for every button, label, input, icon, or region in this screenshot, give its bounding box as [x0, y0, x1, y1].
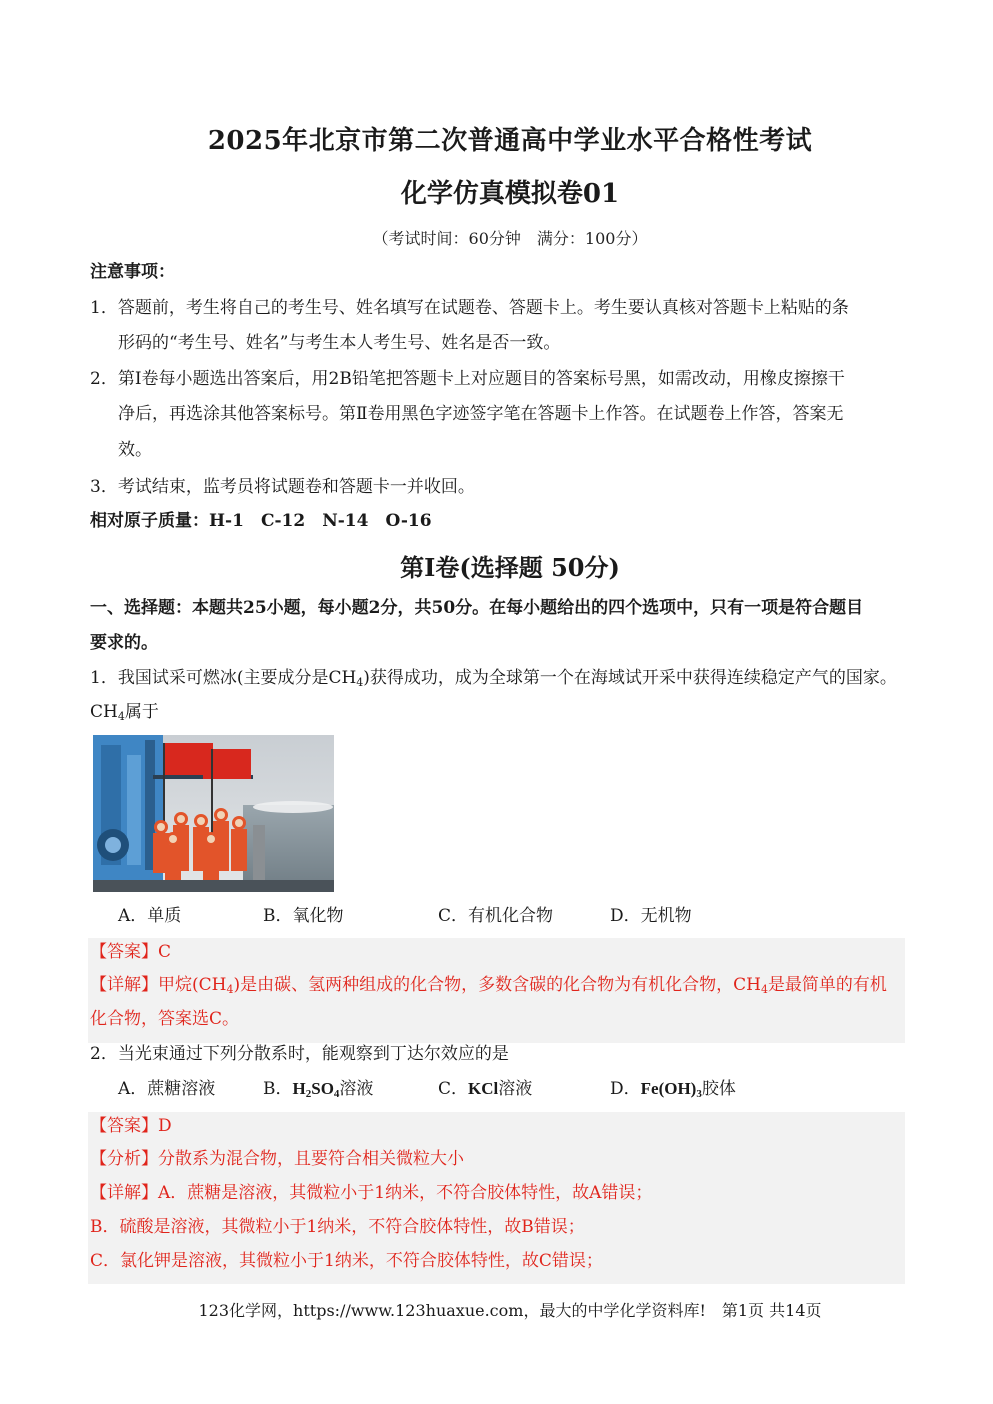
q2-analysis-tag: 【分析】	[90, 1149, 158, 1169]
q1-option-a: A．单质	[118, 906, 182, 926]
q1-answer-tag: 【答案】	[90, 942, 158, 962]
q2-option-b-label: B．	[263, 1079, 293, 1099]
q1-stem2-sub: 4	[117, 710, 125, 723]
q1-stem2-text: CH	[90, 702, 118, 722]
q2-option-c-tail: 溶液	[498, 1079, 533, 1099]
q1-detail-line-2: 化合物，答案选C。	[90, 1009, 240, 1029]
notice-item-2-line-2: 净后，再选涂其他答案标号。第Ⅱ卷用黑色字迹签字笔在答题卡上作答。在试题卷上作答，答案无	[118, 404, 844, 424]
q1-detail-text-a: 甲烷(CH	[158, 975, 227, 995]
q2-stem: 2．当光束通过下列分散系时，能观察到丁达尔效应的是	[90, 1044, 509, 1064]
atomic-mass-values: H-1 C-12 N-14 O-16	[209, 511, 432, 531]
q1-option-d: D．无机物	[610, 906, 692, 926]
q1-detail-sub-2: 4	[760, 983, 768, 996]
q2-detail-a	[90, 1181, 652, 1205]
notice-item-2-line-3: 效。	[118, 440, 152, 460]
exam-title: 2025年北京市第二次普通高中学业水平合格性考试	[207, 126, 813, 156]
q2-answer-block	[88, 1112, 905, 1284]
q2-detail-c: C．氯化钾是溶液，其微粒小于1纳米，不符合胶体特性，故C错误；	[90, 1251, 603, 1271]
notice-heading: 注意事项：	[90, 262, 175, 282]
q2-option-b-formula-1: H	[292, 1079, 306, 1098]
q1-detail-text-b: )是由碳、氢两种组成的化合物，多数含碳的化合物为有机化合物，CH	[233, 975, 761, 995]
notice-item-1-line-1: 1．答题前，考生将自己的考生号、姓名填写在试题卷、答题卡上。考生要认真核对答题卡上粘贴的条	[90, 298, 849, 318]
q2-detail-b: B．硫酸是溶液，其微粒小于1纳米，不符合胶体特性，故B错误；	[90, 1217, 585, 1237]
page-footer: 123化学网，https://www.123huaxue.com，最大的中学化学资料库! 第1页 共14页	[198, 1301, 822, 1320]
q2-option-b	[263, 1077, 373, 1101]
q2-answer-value: D	[158, 1116, 172, 1136]
q2-option-d-sub: 3	[696, 1088, 702, 1100]
q2-answer-tag: 【答案】	[90, 1116, 158, 1136]
q1-stem-2	[90, 700, 159, 724]
q2-option-d-tail: 胶体	[701, 1079, 736, 1099]
section-intro-line-1: 一、选择题：本题共25小题，每小题2分，共50分。在每小题给出的四个选项中，只有一项是符合题目	[90, 598, 864, 618]
q1-stem-text: 1．我国试采可燃冰(主要成分是CH	[90, 668, 357, 688]
q1-option-b: B．氧化物	[263, 906, 344, 926]
q1-stem2-text-2: 属于	[124, 702, 159, 722]
exam-subtitle: 化学仿真模拟卷01	[400, 179, 620, 209]
q1-answer-value: C	[158, 942, 172, 962]
q2-detail-a-text: A．蔗糖是溶液，其微粒小于1纳米，不符合胶体特性，故A错误；	[158, 1183, 653, 1203]
q2-option-c-formula: KCl	[468, 1079, 499, 1098]
q2-option-c	[438, 1077, 532, 1101]
q2-option-c-label: C．	[438, 1079, 469, 1099]
notice-item-2-line-1: 2．第Ⅰ卷每小题选出答案后，用2B铅笔把答题卡上对应题目的答案标号黑，如需改动，用橡皮擦擦干	[90, 369, 845, 389]
q2-analysis	[90, 1147, 464, 1171]
q1-stem	[90, 666, 897, 690]
q1-detail-text-c: 是最简单的有机	[767, 975, 887, 995]
q1-answer	[90, 940, 171, 964]
q1-detail-tag: 【详解】	[90, 975, 158, 995]
q2-option-b-formula-2: SO	[311, 1079, 334, 1098]
exam-info: （考试时间：60分钟 满分：100分）	[372, 229, 648, 248]
notice-item-3: 3．考试结束，监考员将试题卷和答题卡一并收回。	[90, 477, 475, 497]
q1-stem-text-2: )获得成功，成为全球第一个在海域试开采中获得连续稳定产气的国家。	[363, 668, 897, 688]
q2-detail-tag: 【详解】	[90, 1183, 158, 1203]
section-title: 第Ⅰ卷(选择题 50分)	[400, 553, 620, 582]
q2-option-d	[610, 1077, 736, 1101]
q1-option-c: C．有机化合物	[438, 906, 554, 926]
notice-item-1-line-2: 形码的“考生号、姓名”与考生本人考生号、姓名是否一致。	[118, 333, 561, 353]
gas-hydrate-photo	[93, 735, 334, 892]
q2-option-a: A．蔗糖溶液	[118, 1079, 216, 1099]
q2-option-b-sub-1: 2	[305, 1088, 312, 1100]
q2-option-b-tail: 溶液	[339, 1079, 374, 1099]
q2-option-d-label: D．	[610, 1079, 641, 1099]
q2-analysis-text: 分散系为混合物，且要符合相关微粒大小	[158, 1149, 464, 1169]
gas-hydrate-photo-art	[93, 735, 334, 892]
atomic-mass-line	[90, 509, 432, 533]
q2-answer	[90, 1114, 172, 1138]
section-intro-line-2: 要求的。	[90, 633, 158, 653]
q1-detail-line-1	[90, 973, 887, 997]
q1-stem-sub: 4	[356, 676, 364, 689]
atomic-mass-label: 相对原子质量：	[90, 511, 209, 531]
q1-answer-block	[88, 938, 905, 1043]
q1-detail-sub-1: 4	[226, 983, 234, 996]
q2-option-d-formula: Fe(OH)	[640, 1079, 697, 1098]
q2-option-b-sub-2: 4	[333, 1088, 340, 1100]
